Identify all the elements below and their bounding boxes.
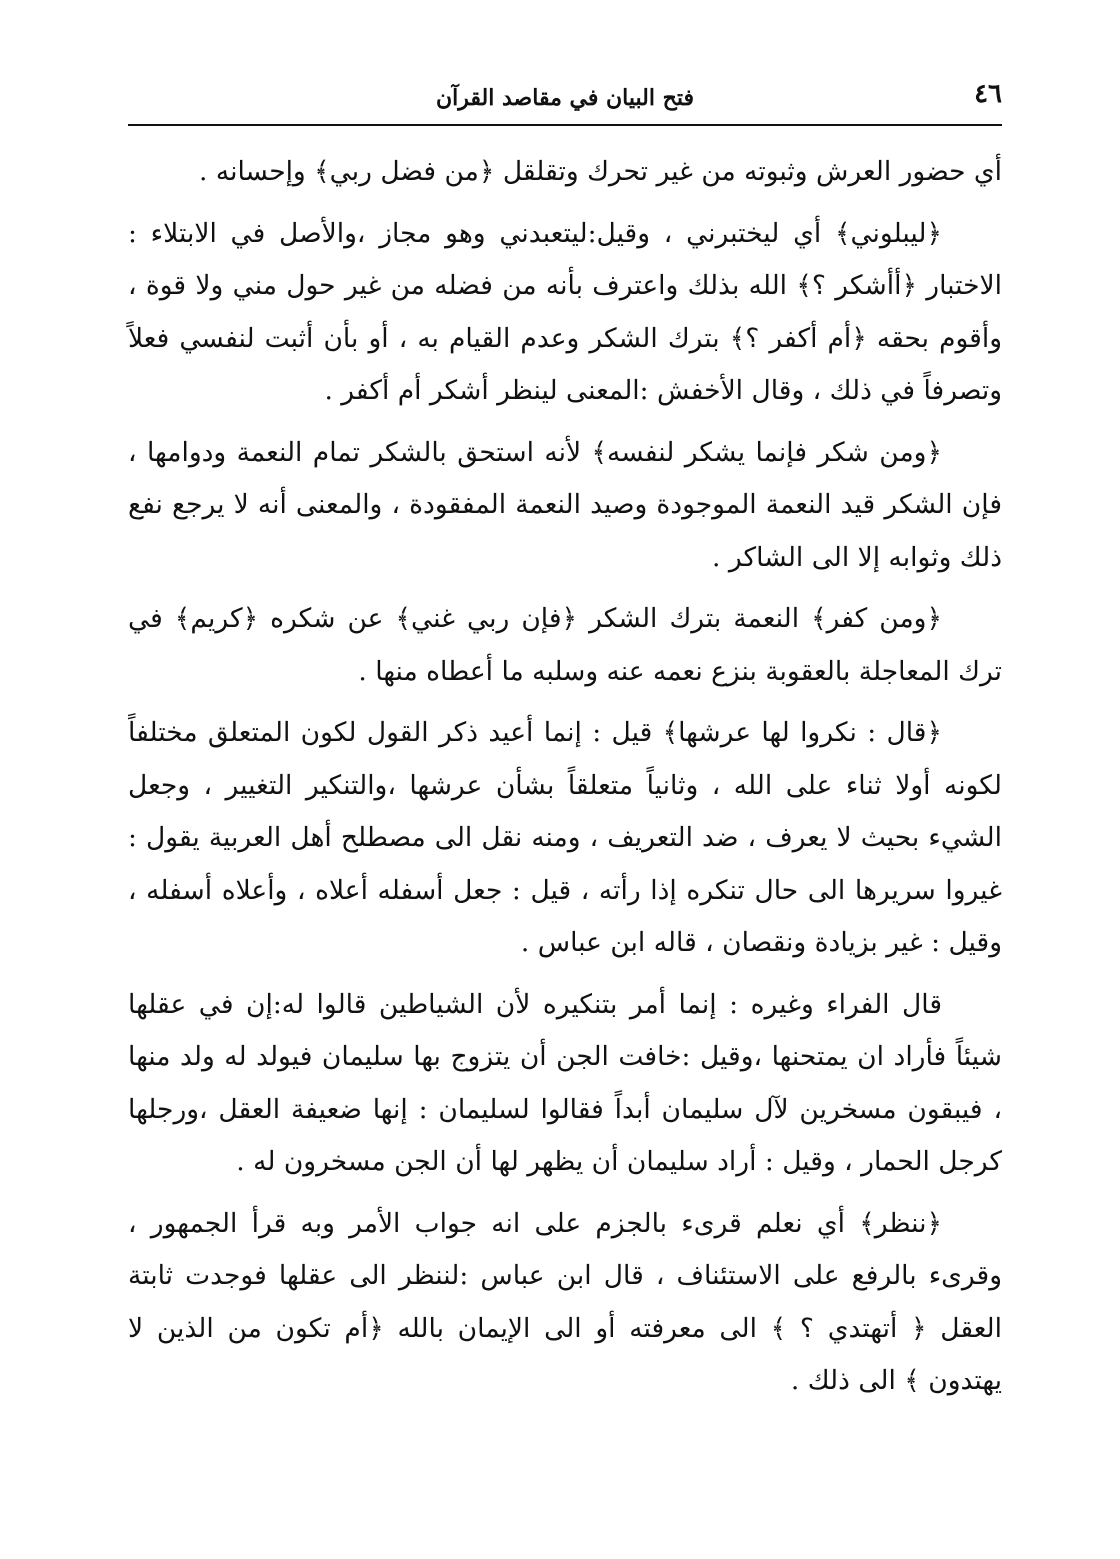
paragraph-3: ﴿ومن شكر فإنما يشكر لنفسه﴾ لأنه استحق بالشكر تمام النعمة ودوامها ، فإن الشكر قيد النعمة الموجودة وصيد النعمة المفقودة ، والمعنى أنه لا يرجع نفع ذلك وثوابه إلا الى الشاكر .	[128, 436, 1002, 573]
paragraph-1: أي حضور العرش وثبوته من غير تحرك وتقلقل ﴿من فضل ربي﴾ وإحسانه .	[199, 156, 1002, 187]
page-header	[128, 78, 1002, 126]
page-number: ٤٦	[974, 79, 1002, 109]
paragraph-7: ﴿ننظر﴾ أي نعلم قرىء بالجزم على انه جواب الأمر وبه قرأ الجمهور ، وقرىء بالرفع على الاستئناف ، قال ابن عباس :لننظر الى عقلها فوجدت ثابتة العقل ﴿ أتهتدي ؟ ﴾ الى معرفته أو الى الإيمان بالله ﴿أم تكون من الذين لا يهتدون ﴾ الى ذلك .	[128, 1207, 1002, 1396]
paragraph-4: ﴿ومن كفر﴾ النعمة بترك الشكر ﴿فإن ربي غني﴾ عن شكره ﴿كريم﴾ في ترك المعاجلة بالعقوبة بنزع نعمه عنه وسلبه ما أعطاه منها .	[128, 603, 1002, 687]
paragraph-2: ﴿ليبلوني﴾ أي ليختبرني ، وقيل:ليتعبدني وهو مجاز ،والأصل في الابتلاء : الاختبار ﴿أأشكر ؟﴾ الله بذلك واعترف بأنه من فضله من غير حول مني ولا قوة ، وأقوم بحقه ﴿أم أكفر ؟﴾ بترك الشكر وعدم القيام به ، أو بأن أثبت لنفسي فعلاً وتصرفاً في ذلك ، وقال الأخفش :المعنى لينظر أشكر أم أكفر .	[128, 217, 1002, 406]
running-title: فتح البيان في مقاصد القرآن	[436, 85, 694, 111]
paragraph-5: ﴿قال : نكروا لها عرشها﴾ قيل : إنما أعيد ذكر القول لكون المتعلق مختلفاً لكونه أولا ثناء على الله ، وثانياً متعلقاً بشأن عرشها ،والتنكير التغيير ، وجعل الشيء بحيث لا يعرف ، ضد التعريف ، ومنه نقل الى مصطلح أهل العربية يقول : غيروا سريرها الى حال تنكره إذا رأته ، قيل : جعل أسفله أعلاه ، وأعلاه أسفله ، وقيل : غير بزيادة ونقصان ، قاله ابن عباس .	[128, 717, 1002, 958]
body-text	[128, 146, 1002, 1408]
paragraph-6: قال الفراء وغيره : إنما أمر بتنكيره لأن الشياطين قالوا له:إن في عقلها شيئاً فأراد ان يمتحنها ،وقيل :خافت الجن أن يتزوج بها سليمان فيولد له ولد منها ، فيبقون مسخرين لآل سليمان أبداً فقالوا لسليمان : إنها ضعيفة العقل ،ورجلها كرجل الحمار ، وقيل : أراد سليمان أن يظهر لها أن الجن مسخرون له .	[128, 988, 1002, 1177]
